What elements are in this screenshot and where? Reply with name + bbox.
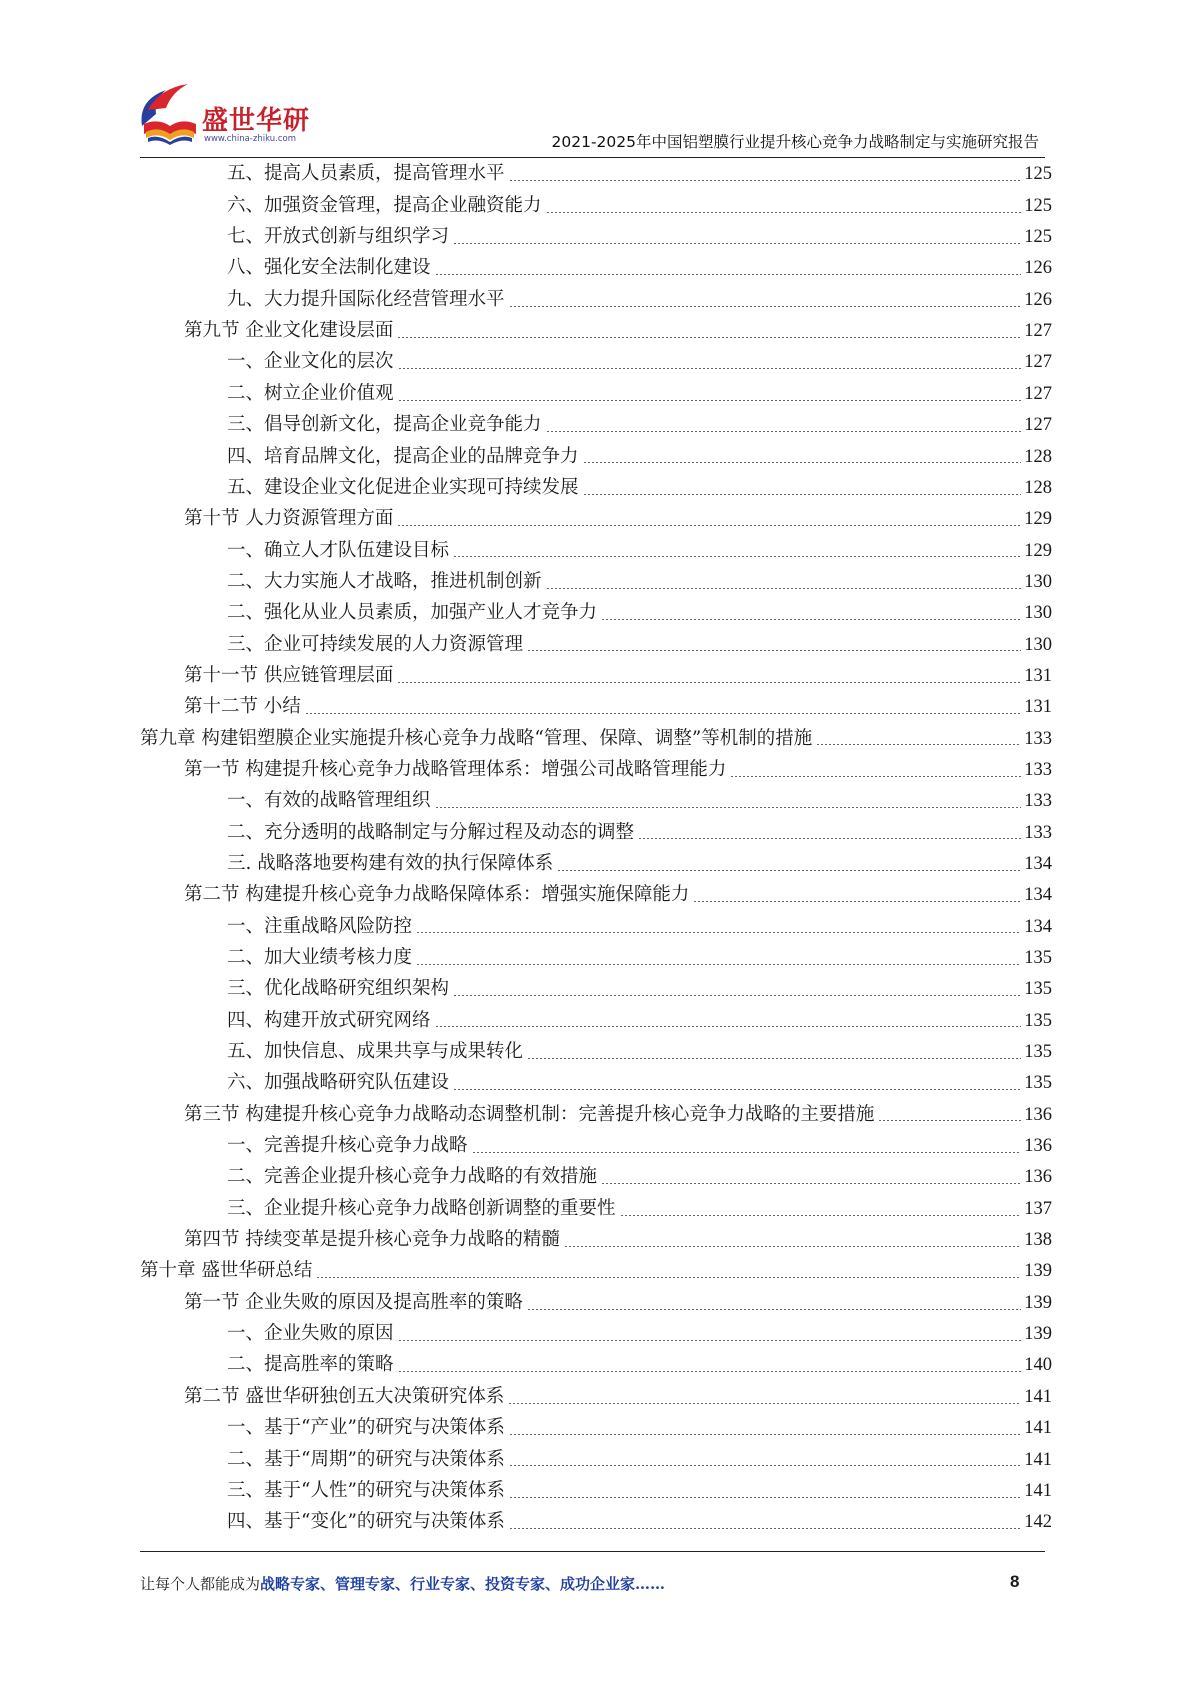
toc-entry-title: 八、强化安全法制化建设 [227,257,431,279]
toc-entry-title: 五、加快信息、成果共享与成果转化 [227,1041,524,1063]
toc-entry-page: 136 [1024,1167,1052,1188]
toc-entry[interactable] [140,661,1052,692]
toc-entry-title: 三、优化战略研究组织架构 [227,978,450,1000]
toc-entry[interactable] [140,504,1052,535]
toc-entry-page: 131 [1024,665,1052,686]
toc-entry-page: 127 [1024,352,1052,373]
dot-leader [527,650,1021,651]
dot-leader [472,1152,1022,1153]
toc-entry-page: 136 [1024,1104,1052,1125]
toc-entry-title: 一、基于“产业”的研究与决策体系 [227,1417,505,1439]
dot-leader [316,1277,1021,1278]
toc-entry[interactable] [140,1475,1052,1506]
dot-leader [416,964,1021,965]
toc-entry-title: 二、基于“周期”的研究与决策体系 [227,1448,505,1470]
toc-entry-page: 128 [1024,446,1052,467]
slogan-fields: 战略专家、管理专家、行业专家、投资专家、成功企业家…… [260,1575,666,1593]
toc-entry[interactable] [140,1162,1052,1193]
dot-leader [878,1120,1021,1121]
dot-leader [546,588,1022,589]
toc-entry-title: 五、建设企业文化促进企业实现可持续发展 [227,476,579,498]
toc-entry-page: 136 [1024,1136,1052,1157]
dot-leader [509,1497,1021,1498]
toc-entry-title: 六、加强战略研究队伍建设 [227,1072,450,1094]
dot-leader [583,462,1022,463]
toc-entry-page: 133 [1024,822,1052,843]
toc-entry-title: 七、开放式创新与组织学习 [227,226,450,248]
toc-entry-title: 三、基于“人性”的研究与决策体系 [227,1479,505,1501]
toc-entry-page: 141 [1024,1449,1052,1470]
report-title: 2021-2025年中国铝塑膜行业提升核心竞争力战略制定与实施研究报告 [551,133,1039,151]
toc-entry[interactable] [140,1256,1052,1287]
company-logo [136,80,311,150]
toc-entry-page: 130 [1024,571,1052,592]
toc-entry-title: 第二节 构建提升核心竞争力战略保障体系：增强实施保障能力 [184,884,690,906]
dot-leader [601,619,1021,620]
toc-entry-page: 133 [1024,728,1052,749]
dot-leader [453,995,1021,996]
logo-url: www.china-zhiku.com [204,134,296,144]
toc-entry[interactable] [140,1319,1052,1350]
toc-entry-title: 二、大力实施人才战略，推进机制创新 [227,570,542,592]
toc-entry[interactable] [140,1507,1052,1538]
toc-entry[interactable] [140,566,1052,597]
toc-entry-title: 九、大力提升国际化经营管理水平 [227,288,505,310]
dot-leader [398,400,1022,401]
toc-entry[interactable] [140,911,1052,942]
toc-entry[interactable] [140,1225,1052,1256]
toc-entry[interactable] [140,1005,1052,1036]
toc-entry[interactable] [140,692,1052,723]
toc-entry-title: 第九章 构建铝塑膜企业实施提升核心竞争力战略“管理、保障、调整”等机制的措施 [140,727,813,749]
dot-leader [509,1465,1021,1466]
toc-entry[interactable] [140,535,1052,566]
toc-entry[interactable] [140,1381,1052,1412]
toc-entry-title: 第十一节 供应链管理层面 [184,664,394,686]
toc-entry-title: 第九节 企业文化建设层面 [184,320,394,342]
toc-entry[interactable] [140,253,1052,284]
dot-leader [435,274,1022,275]
toc-entry-title: 六、加强资金管理，提高企业融资能力 [227,194,542,216]
logo-emblem-icon [136,80,206,150]
toc-entry-title: 一、注重战略风险防控 [227,915,413,937]
toc-entry[interactable] [140,849,1052,880]
toc-entry[interactable] [140,284,1052,315]
toc-entry-page: 130 [1024,634,1052,655]
dot-leader [601,1183,1021,1184]
toc-entry[interactable] [140,1131,1052,1162]
dot-leader [453,243,1021,244]
toc-entry-page: 135 [1024,979,1052,1000]
toc-entry-title: 一、确立人才队伍建设目标 [227,539,450,561]
dot-leader [416,932,1021,933]
toc-entry[interactable] [140,347,1052,378]
toc-entry-page: 138 [1024,1230,1052,1251]
toc-entry-page: 126 [1024,289,1052,310]
toc-entry-page: 140 [1024,1355,1052,1376]
toc-entry-page: 139 [1024,1292,1052,1313]
toc-entry[interactable] [140,1350,1052,1381]
toc-entry-title: 第十章 盛世华研总结 [140,1260,313,1282]
toc-entry[interactable] [140,316,1052,347]
toc-entry-page: 127 [1024,321,1052,342]
toc-entry-title: 第一节 企业失败的原因及提高胜率的策略 [184,1291,523,1313]
toc-entry-page: 135 [1024,1042,1052,1063]
dot-leader [816,744,1021,745]
toc-entry-page: 135 [1024,948,1052,969]
toc-entry-title: 一、有效的战略管理组织 [227,790,431,812]
toc-entry-page: 128 [1024,477,1052,498]
toc-entry-page: 127 [1024,383,1052,404]
toc-entry-title: 三、企业可持续发展的人力资源管理 [227,633,524,655]
toc-entry-page: 125 [1024,164,1052,185]
dot-leader [435,1026,1022,1027]
dot-leader [620,1215,1022,1216]
toc-entry[interactable] [140,472,1052,503]
toc-entry[interactable] [140,974,1052,1005]
dot-leader [397,337,1021,338]
toc-entry[interactable] [140,786,1052,817]
toc-entry-page: 126 [1024,258,1052,279]
dot-leader [453,556,1021,557]
toc-entry[interactable] [140,1287,1052,1318]
toc-entry-page: 125 [1024,195,1052,216]
toc-entry-page: 125 [1024,227,1052,248]
dot-leader [398,368,1022,369]
toc-entry[interactable] [140,190,1052,221]
toc-entry-page: 141 [1024,1386,1052,1407]
toc-entry-page: 135 [1024,1073,1052,1094]
toc-entry-title: 二、加大业绩考核力度 [227,947,413,969]
dot-leader [453,1089,1021,1090]
toc-entry-page: 139 [1024,1324,1052,1345]
toc-entry-title: 第十节 人力资源管理方面 [184,508,394,530]
toc-entry[interactable] [140,1068,1052,1099]
toc-entry-title: 二、树立企业价值观 [227,382,394,404]
toc-entry-page: 131 [1024,697,1052,718]
toc-entry-page: 134 [1024,853,1052,874]
toc-entry-title: 二、强化从业人员素质，加强产业人才竞争力 [227,602,598,624]
toc-entry-page: 141 [1024,1480,1052,1501]
toc-entry[interactable] [140,598,1052,629]
toc-entry[interactable] [140,159,1052,190]
toc-entry-page: 137 [1024,1198,1052,1219]
dot-leader [509,306,1022,307]
dot-leader [693,901,1021,902]
dot-leader [509,1434,1021,1435]
toc-entry-title: 五、提高人员素质，提高管理水平 [227,163,505,185]
toc-entry-title: 二、提高胜率的策略 [227,1354,394,1376]
dot-leader [508,1403,1021,1404]
dot-leader [527,1058,1021,1059]
dot-leader [583,494,1022,495]
toc-entry-title: 第四节 持续变革是提升核心竞争力战略的精髓 [184,1229,560,1251]
toc-entry-title: 第一节 构建提升核心竞争力战略管理体系：增强公司战略管理能力 [184,758,727,780]
toc-entry-title: 一、企业文化的层次 [227,351,394,373]
logo-name: 盛世华研 [202,106,311,136]
dot-leader [398,1340,1022,1341]
toc-entry-page: 129 [1024,540,1052,561]
toc-entry-page: 141 [1024,1418,1052,1439]
dot-leader [435,807,1022,808]
toc-entry-title: 三、倡导创新文化，提高企业竞争能力 [227,414,542,436]
toc-entry-page: 129 [1024,509,1052,530]
toc-entry-title: 二、完善企业提升核心竞争力战略的有效措施 [227,1166,598,1188]
toc-entry[interactable] [140,1037,1052,1068]
toc-entry-title: 一、企业失败的原因 [227,1323,394,1345]
page-number: 8 [1010,1572,1020,1591]
toc-entry-title: 第三节 构建提升核心竞争力战略动态调整机制：完善提升核心竞争力战略的主要措施 [184,1103,875,1125]
toc-entry-page: 139 [1024,1261,1052,1282]
toc-entry-title: 第十二节 小结 [184,696,301,718]
toc-entry-page: 142 [1024,1512,1052,1533]
toc-entry[interactable] [140,410,1052,441]
toc-entry-title: 三. 战略落地要构建有效的执行保障体系 [227,852,554,874]
toc-entry[interactable] [140,880,1052,911]
dot-leader [546,212,1022,213]
toc-entry-page: 133 [1024,759,1052,780]
toc-entry[interactable] [140,629,1052,660]
dot-leader [730,776,1021,777]
dot-leader [398,1371,1022,1372]
toc-entry[interactable] [140,378,1052,409]
toc-entry[interactable] [140,1444,1052,1475]
toc-entry[interactable] [140,1413,1052,1444]
toc-entry[interactable] [140,1099,1052,1130]
toc-entry-title: 四、培育品牌文化，提高企业的品牌竞争力 [227,445,579,467]
dot-leader [638,838,1021,839]
toc-entry-title: 三、企业提升核心竞争力战略创新调整的重要性 [227,1197,616,1219]
dot-leader [546,431,1022,432]
toc-entry[interactable] [140,441,1052,472]
footer-divider [140,1551,1045,1552]
table-of-contents [140,159,1052,1538]
toc-entry-page: 134 [1024,916,1052,937]
toc-entry-title: 二、充分透明的战略制定与分解过程及动态的调整 [227,821,635,843]
toc-entry[interactable] [140,817,1052,848]
toc-entry[interactable] [140,943,1052,974]
toc-entry-title: 一、完善提升核心竞争力战略 [227,1135,468,1157]
toc-entry[interactable] [140,222,1052,253]
toc-entry-title: 第二节 盛世华研独创五大决策研究体系 [184,1385,505,1407]
dot-leader [509,180,1022,181]
footer-slogan [140,1573,665,1594]
toc-entry[interactable] [140,1193,1052,1224]
toc-entry-page: 133 [1024,791,1052,812]
dot-leader [397,525,1021,526]
toc-entry-title: 四、基于“变化”的研究与决策体系 [227,1511,505,1533]
dot-leader [509,1528,1021,1529]
dot-leader [564,1246,1021,1247]
dot-leader [397,682,1021,683]
dot-leader [527,1309,1021,1310]
dot-leader [305,713,1021,714]
toc-entry-page: 130 [1024,603,1052,624]
toc-entry-title: 四、构建开放式研究网络 [227,1009,431,1031]
dot-leader [557,870,1021,871]
header-divider [140,157,1045,158]
toc-entry[interactable] [140,755,1052,786]
toc-entry[interactable] [140,723,1052,754]
toc-entry-page: 134 [1024,885,1052,906]
toc-entry-page: 127 [1024,415,1052,436]
toc-entry-page: 135 [1024,1010,1052,1031]
slogan-lead: 让每个人都能成为 [140,1575,261,1593]
